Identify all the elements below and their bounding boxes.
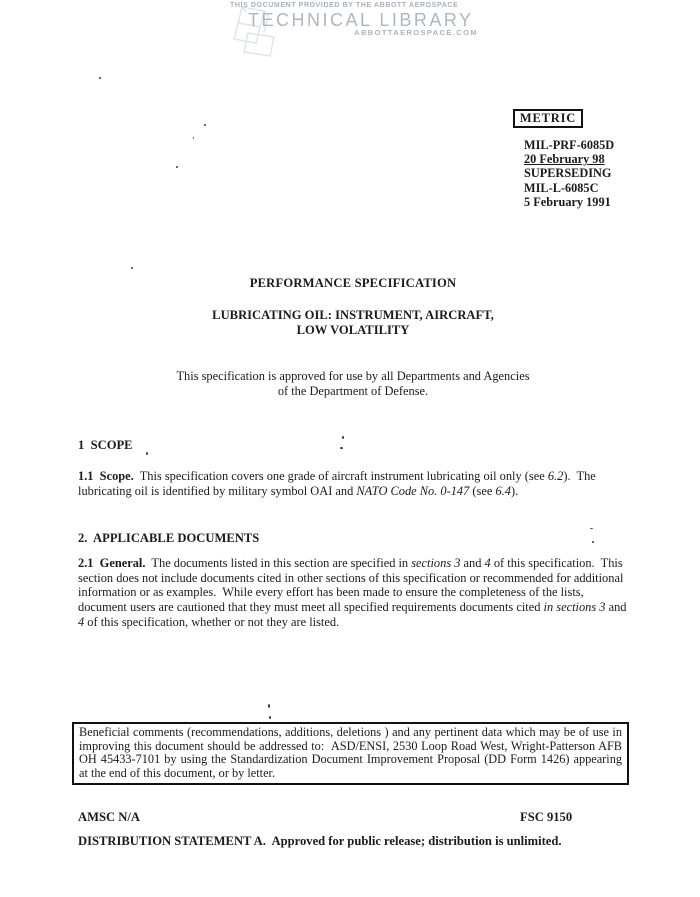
scan-speckle [269, 716, 271, 719]
scan-speckle [131, 267, 133, 269]
scan-speckle [146, 452, 148, 455]
section-1-1-paragraph: 1.1 Scope. This specification covers one grade of aircraft instrument lubricating oil only (see 6.2). The lubricating oil is identified by military symbol OAI and NATO Code No. 0-147 (see 6.4). [78, 469, 599, 498]
section-2-1-paragraph: 2.1 General. The documents listed in this section are specified in sections 3 and 4 of this specification. This section does not include documents cited in other sections of this specification or recommended for additional information or as examples. While every effort has been made to ensure the completeness of the lists, document users are cautioned that they must meet all specified requirements documents cited in sections 3 and 4 of this specification, whether or not they are listed. [78, 556, 630, 629]
section-1-heading: 1 SCOPE [78, 438, 133, 452]
scan-speckle [340, 447, 343, 449]
scan-speckle [176, 166, 178, 168]
approval-statement [0, 369, 700, 399]
metric-label: METRIC [519, 111, 577, 125]
superseded-spec-date: 5 February 1991 [524, 194, 611, 209]
document-type-title: PERFORMANCE SPECIFICATION [249, 276, 457, 290]
distribution-statement: DISTRIBUTION STATEMENT A. Approved for public release; distribution is unlimited. [78, 834, 562, 848]
document-subject-title [0, 308, 700, 338]
scan-speckle [99, 77, 101, 79]
fsc-number: FSC 9150 [520, 810, 573, 824]
scan-speckle [592, 541, 594, 543]
spec-identifier-block [524, 138, 614, 209]
scan-speckle [342, 436, 344, 439]
watermark-provided-by-text: THIS DOCUMENT PROVIDED BY THE ABBOTT AEROSPACE [230, 2, 459, 9]
spec-number: MIL-PRF-6085D [524, 138, 615, 152]
scan-speckle [590, 528, 593, 529]
title-block [0, 276, 700, 399]
amsc-number: AMSC N/A [78, 810, 140, 824]
spec-date: 20 February 98 [524, 152, 605, 167]
superseding-label: SUPERSEDING [524, 166, 612, 181]
watermark-site-url-text: ABBOTTAEROSPACE.COM [354, 28, 478, 37]
scan-speckle [204, 124, 206, 126]
superseded-spec-number: MIL-L-6085C [524, 180, 599, 195]
approval-line-1: This specification is approved for use by all Departments and Agencies [176, 369, 530, 383]
metric-designator-box [513, 109, 583, 128]
scan-speckle [193, 137, 194, 139]
subject-line-1: LUBRICATING OIL: INSTRUMENT, AIRCRAFT, [212, 308, 494, 322]
scan-speckle [268, 704, 270, 708]
beneficial-comments-box: Beneficial comments (recommendations, additions, deletions ) and any pertinent data which may be of use in improving this document should be addressed to: ASD/ENSI, 2530 Loop Road West, Wright-Patterson AFB OH 45433-7101 by using the Standardization Document Improvement Proposal (DD Form 1426) appearing at the end of this document, or by letter. [72, 722, 629, 785]
approval-line-2: of the Department of Defense. [277, 384, 429, 398]
subject-line-2: LOW VOLATILITY [296, 323, 410, 337]
watermark-technical-library-text: TECHNICAL LIBRARY [248, 10, 474, 30]
section-2-heading: 2. APPLICABLE DOCUMENTS [78, 531, 260, 545]
